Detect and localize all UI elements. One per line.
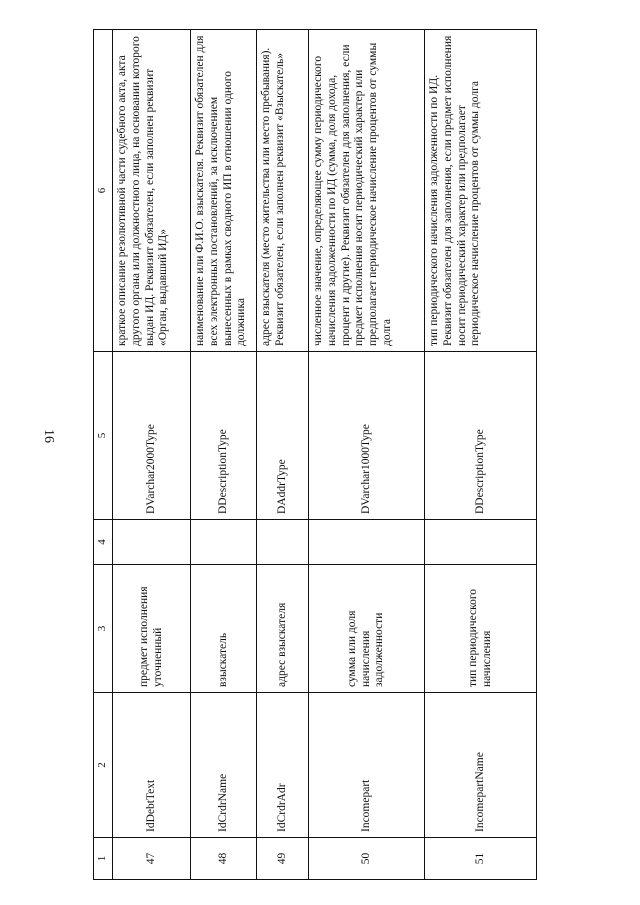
field-col4 <box>309 520 425 565</box>
header-cell: 3 <box>94 565 113 693</box>
field-name: Incomepart <box>309 693 425 838</box>
field-type: DVarchar2000Type <box>113 352 191 520</box>
table-row <box>257 30 309 880</box>
row-number: 51 <box>425 838 537 880</box>
field-description: адрес взыскателя (место жительства или место пребывания). Реквизит обязателен, если заполнен реквизит «Взыскатель» <box>257 30 309 352</box>
row-number: 50 <box>309 838 425 880</box>
table-row <box>191 30 257 880</box>
row-number: 49 <box>257 838 309 880</box>
table-row <box>425 30 537 880</box>
field-title: адрес взыскателя <box>257 565 309 693</box>
field-title: сумма или доля начисления задолженности <box>309 565 425 693</box>
table-row <box>309 30 425 880</box>
field-title: тип периодического начисления <box>425 565 537 693</box>
field-description: краткое описание резолютивной части судебного акта, акта другого органа или должностного лица, на основании которого выдан ИД. Реквизит обязателен, если заполнен реквизит «Орган, выдавший ИД» <box>113 30 191 352</box>
field-title: предмет исполнения уточненный <box>113 565 191 693</box>
field-description: наименование или Ф.И.О. взыскателя. Реквизит обязателен для всех электронных постановлений, за исключением вынесенных в рамках сводного ИП в отношении одного должника <box>191 30 257 352</box>
row-number: 47 <box>113 838 191 880</box>
field-type: DAddrType <box>257 352 309 520</box>
field-col4 <box>425 520 537 565</box>
field-col4 <box>113 520 191 565</box>
field-name: IdCrdrAdr <box>257 693 309 838</box>
header-cell: 4 <box>94 520 113 565</box>
field-name: IncomepartName <box>425 693 537 838</box>
header-cell: 5 <box>94 352 113 520</box>
requisites-table <box>93 29 537 880</box>
field-name: IdDebtText <box>113 693 191 838</box>
field-type: DDescriptionType <box>191 352 257 520</box>
field-col4 <box>191 520 257 565</box>
header-cell: 2 <box>94 693 113 838</box>
field-type: DDescriptionType <box>425 352 537 520</box>
field-title: взыскатель <box>191 565 257 693</box>
field-col4 <box>257 520 309 565</box>
field-type: DVarchar1000Type <box>309 352 425 520</box>
header-cell: 1 <box>94 838 113 880</box>
header-row <box>94 30 113 880</box>
header-cell: 6 <box>94 30 113 352</box>
row-number: 48 <box>191 838 257 880</box>
page-number: 16 <box>41 429 56 443</box>
field-name: IdCrdrName <box>191 693 257 838</box>
field-description: тип периодического начисления задолженности по ИД. Реквизит обязателен для заполнения, если предмет исполнения носит периодический характер или предполагает периодическое начисление процентов от суммы долга <box>425 30 537 352</box>
table-row <box>113 30 191 880</box>
rotated-table-container <box>93 30 533 880</box>
field-description: численное значение, определяющее сумму периодического начисления задолженности по ИД (сумма, доля дохода, процент и другие). Реквизит обязателен для заполнения, если предмет исполнения носит периодический характер или предполагает периодическое начисление процентов от суммы долга <box>309 30 425 352</box>
